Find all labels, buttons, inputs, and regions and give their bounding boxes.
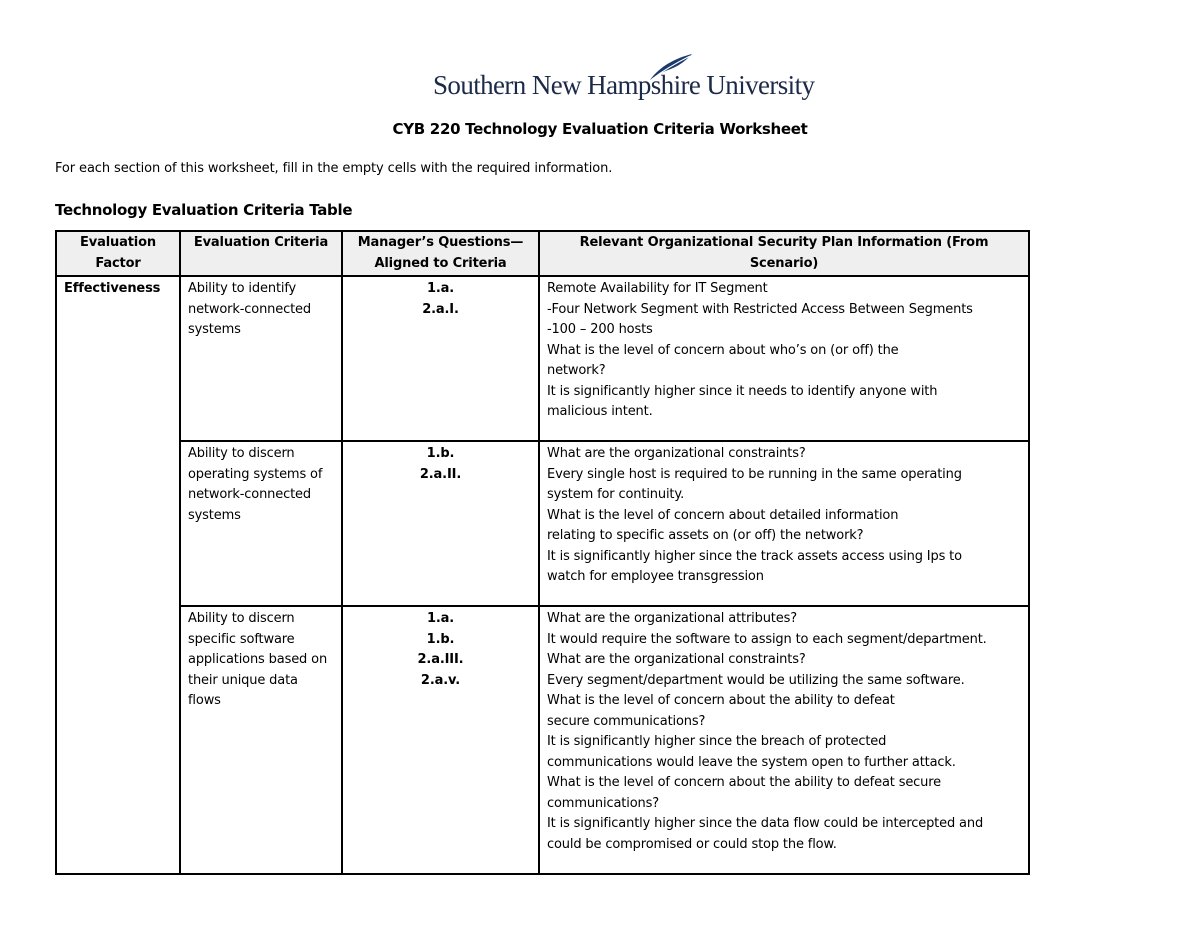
questions-cell xyxy=(342,276,539,441)
instructions-text: For each section of this worksheet, fill in the empty cells with the required information. xyxy=(55,161,613,176)
factor-cell: Effectiveness xyxy=(56,276,180,874)
table-row xyxy=(56,606,1029,874)
info-line: What is the level of concern about the ability to defeat secure communications? xyxy=(547,693,895,729)
question-ref: 2.a.v. xyxy=(420,672,461,688)
header-evaluation-criteria: Evaluation Criteria xyxy=(180,231,342,276)
info-line: -Four Network Segment with Restricted Access Between Segments xyxy=(547,301,973,317)
info-cell xyxy=(539,276,1029,441)
info-cell xyxy=(539,606,1029,874)
questions-cell xyxy=(342,441,539,606)
header-managers-questions: Manager’s Questions— Aligned to Criteria xyxy=(342,231,539,276)
question-ref: 2.a.II. xyxy=(419,466,462,482)
info-line: What is the level of concern about the ability to defeat secure communications? xyxy=(547,775,942,811)
info-line: What is the level of concern about detailed information relating to specific assets on (or off) the network? xyxy=(547,507,899,543)
table-header-row xyxy=(56,231,1029,276)
info-line: It is significantly higher since it needs to identify anyone with malicious intent. xyxy=(547,383,938,419)
info-line: What is the level of concern about who’s on (or off) the network? xyxy=(547,342,899,378)
criteria-cell: Ability to identify network-connected systems xyxy=(180,276,342,441)
table-heading: Technology Evaluation Criteria Table xyxy=(55,201,353,219)
question-ref: 1.a. xyxy=(426,281,455,296)
info-cell xyxy=(539,441,1029,606)
page-title: CYB 220 Technology Evaluation Criteria Worksheet xyxy=(392,120,808,138)
info-line: It would require the software to assign to each segment/department. xyxy=(547,631,987,647)
criteria-cell: Ability to discern operating systems of network-connected systems xyxy=(180,441,342,606)
table-row xyxy=(56,276,1029,441)
info-line: What are the organizational constraints? xyxy=(547,446,806,461)
question-ref: 2.a.I. xyxy=(422,301,459,317)
info-line: It is significantly higher since the data flow could be intercepted and could be compromised or could stop the flow. xyxy=(547,816,984,852)
info-line: Every segment/department would be utilizing the same software. xyxy=(547,672,965,688)
questions-cell xyxy=(342,606,539,874)
question-ref: 2.a.III. xyxy=(417,652,464,667)
question-ref: 1.b. xyxy=(426,631,455,647)
university-logo xyxy=(433,52,815,104)
info-line: It is significantly higher since the track assets access using Ips to watch for employee transgression xyxy=(547,548,962,584)
question-ref: 1.a. xyxy=(426,611,455,626)
table-row xyxy=(56,441,1029,606)
info-line: Every single host is required to be running in the same operating system for continuity. xyxy=(547,466,962,502)
info-line: Remote Availability for IT Segment xyxy=(547,281,768,296)
info-line: What are the organizational constraints? xyxy=(547,652,806,667)
header-evaluation-factor: Evaluation Factor xyxy=(56,231,180,276)
evaluation-criteria-table xyxy=(55,230,1030,875)
header-security-plan-info: Relevant Organizational Security Plan Information (From Scenario) xyxy=(539,231,1029,276)
info-line: It is significantly higher since the breach of protected communications would leave the system open to further attack. xyxy=(547,734,956,770)
info-line: -100 – 200 hosts xyxy=(547,322,653,337)
criteria-cell: Ability to discern specific software applications based on their unique data flows xyxy=(180,606,342,874)
question-ref: 1.b. xyxy=(426,446,455,461)
logo-wordmark: Southern New Hampshire University xyxy=(433,70,815,100)
info-line: What are the organizational attributes? xyxy=(547,611,797,626)
